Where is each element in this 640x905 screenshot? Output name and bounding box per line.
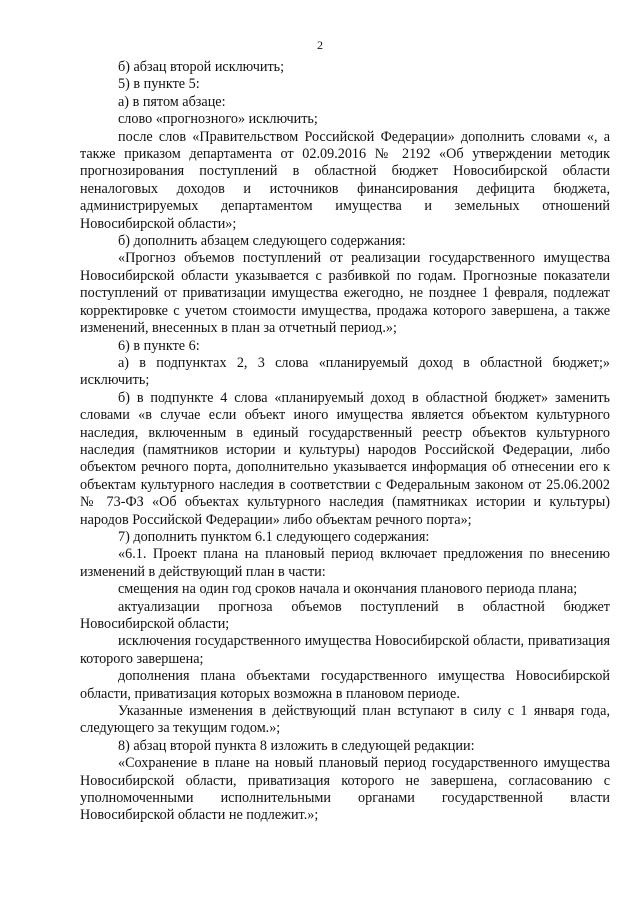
paragraph: б) в подпункте 4 слова «планируемый доход в областной бюджет» заменить словами «в случае если объект иного имущества является объектом культурного наследия, включенным в единый государственный реестр объектов культурного наследия (памятников истории и культуры) народов Российской Федерации, либо объектом речного порта, дополнительно указывается информация об отнесении его к объектам культурного наследия в соответствии с Федеральным законом от 25.06.2002 № 73-ФЗ «Об объектах культурного наследия (памятниках истории и культуры) народов Российской Федерации» либо объектам речного порта»; — [80, 389, 610, 528]
paragraph: слово «прогнозного» исключить; — [118, 111, 318, 128]
paragraph: актуализации прогноза объемов поступлений в областной бюджет Новосибирской области; — [80, 598, 610, 632]
paragraph: б) абзац второй исключить; — [118, 59, 285, 75]
paragraph: исключения государственного имущества Новосибирской области, приватизация которого завершена; — [80, 633, 610, 667]
document-body — [80, 59, 610, 825]
paragraph: 5) в пункте 5: — [118, 76, 200, 93]
paragraph: а) в подпунктах 2, 3 слова «планируемый доход в областной бюджет;» исключить; — [80, 354, 610, 389]
paragraph: б) дополнить абзацем следующего содержания: — [118, 233, 406, 250]
paragraph: дополнения плана объектами государственного имущества Новосибирской области, приватизация которых возможна в плановом периоде. — [80, 668, 610, 702]
paragraph: «6.1. Проект плана на плановый период включает предложения по внесению изменений в действующий план в части: — [80, 546, 610, 580]
paragraph: «Прогноз объемов поступлений от реализации государственного имущества Новосибирской области указывается с разбивкой по годам. Прогнозные показатели поступлений от приватизации имущества ежегодно, не позднее 1 февраля, подлежат корректировке с учетом стоимости имущества, продажа которого завершена, а также изменений, внесенных в план за отчетный период.»; — [80, 250, 610, 337]
paragraph: смещения на один год сроков начала и окончания планового периода плана; — [118, 581, 578, 598]
paragraph: 6) в пункте 6: — [118, 337, 200, 354]
paragraph: после слов «Правительством Российской Федерации» дополнить словами «, а также приказом департамента от 02.09.2016 № 2192 «Об утверждении методик прогнозирования поступлений в областной бюджет Новосибирской области неналоговых доходов и источников финансирования дефицита бюджета, администрируемых департаментом имущества и земельных отношений Новосибирской области»; — [80, 128, 610, 232]
page-number: 2 — [317, 38, 323, 52]
paragraph: 8) абзац второй пункта 8 изложить в следующей редакции: — [118, 737, 475, 754]
paragraph: Указанные изменения в действующий план вступают в силу с 1 января года, следующего за текущим годом.»; — [80, 703, 610, 737]
paragraph: 7) дополнить пунктом 6.1 следующего содержания: — [118, 528, 430, 545]
paragraph: «Сохранение в плане на новый плановый период государственного имущества Новосибирской области, приватизация которого не завершена, согласованию с уполномоченными исполнительными органами государственной власти Новосибирской области не подлежит.»; — [80, 755, 610, 824]
paragraph: а) в пятом абзаце: — [118, 93, 226, 110]
